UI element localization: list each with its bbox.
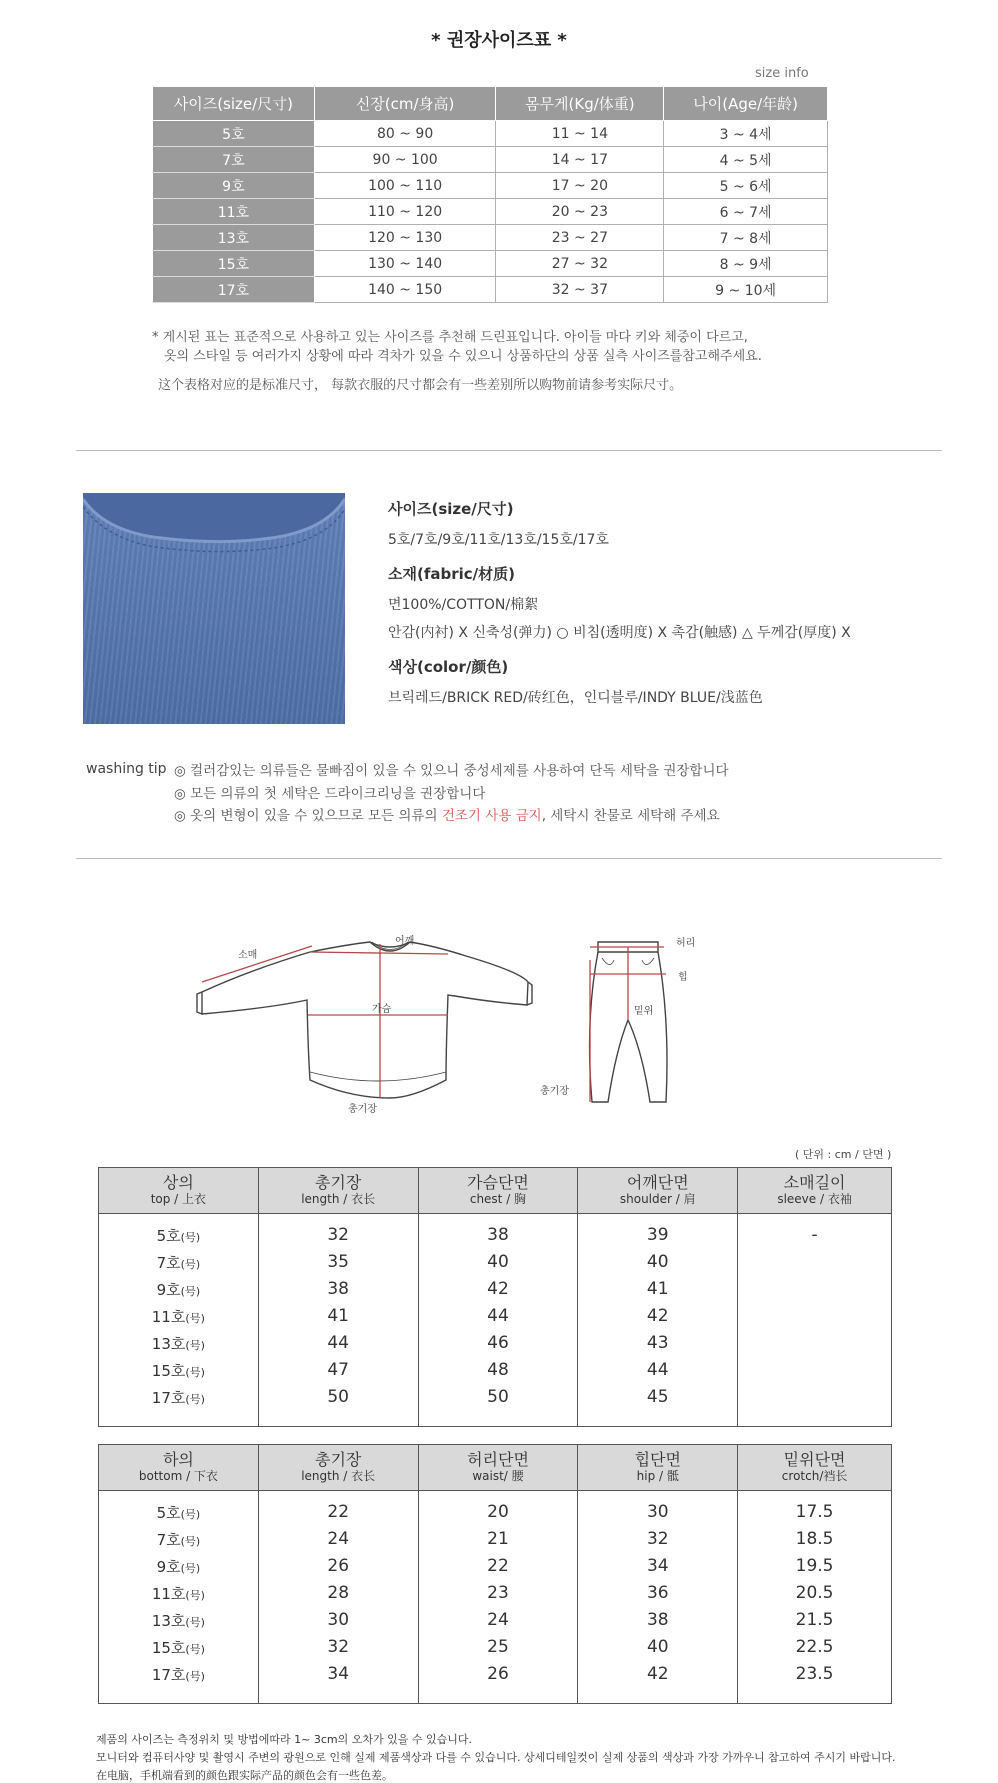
table-spacer [99, 1491, 892, 1499]
measurement-cell: 50 [418, 1384, 578, 1411]
table-row [99, 1249, 892, 1276]
table-row [99, 1222, 892, 1249]
measurement-cell: 21 [418, 1526, 578, 1553]
washing-tip-item [174, 805, 729, 828]
top-header-cell: 상의 top / 上衣 [99, 1168, 259, 1214]
rec-value-cell: 80 ~ 90 [314, 121, 496, 147]
bottom-table-header [99, 1445, 892, 1491]
washing-tip-label: washing tip [86, 761, 167, 777]
size-cell: 5호(号) [99, 1499, 259, 1526]
rec-value-cell: 130 ~ 140 [314, 251, 496, 277]
table-row [99, 1580, 892, 1607]
color-label: 색상(color/颜色) [388, 658, 509, 676]
size-cell: 7호(号) [99, 1249, 259, 1276]
fabric-properties: 안감(内衬) X 신축성(弹力) ○ 비침(透明度) X 촉감(触感) △ 두께감(厚度) X [388, 625, 851, 641]
measurement-cell: 25 [418, 1634, 578, 1661]
measurement-cell [738, 1249, 892, 1276]
rec-table-row [153, 199, 828, 225]
table-row [99, 1661, 892, 1688]
table-spacer [99, 1688, 892, 1704]
rec-value-cell: 5 ~ 6세 [664, 173, 828, 199]
rec-value-cell: 17 ~ 20 [496, 173, 664, 199]
section-divider [76, 858, 942, 859]
measurement-cell: 46 [418, 1330, 578, 1357]
rec-value-cell: 8 ~ 9세 [664, 251, 828, 277]
measurement-cell: 22 [418, 1553, 578, 1580]
washing-tip-text: ◎ 옷의 변형이 있을 수 있으므로 모든 의류의 [174, 808, 442, 824]
measurement-cell: 43 [578, 1330, 738, 1357]
measurement-cell: 24 [418, 1607, 578, 1634]
rec-value-cell: 110 ~ 120 [314, 199, 496, 225]
size-value: 5호/7호/9호/11호/13호/15호/17호 [388, 532, 609, 548]
product-info [388, 498, 851, 721]
size-cell: 17호(号) [99, 1384, 259, 1411]
table-row [99, 1330, 892, 1357]
diagram-label-waist: 허리 [676, 938, 696, 949]
rec-value-cell: 14 ~ 17 [496, 147, 664, 173]
measurement-cell: 21.5 [738, 1607, 892, 1634]
page-title: * 권장사이즈표 * [431, 30, 567, 51]
rec-header-cell: 신장(cm/身高) [314, 87, 496, 121]
table-spacer [99, 1214, 892, 1222]
table-spacer [99, 1411, 892, 1427]
rec-table-row [153, 277, 828, 303]
measurement-cell: 42 [418, 1276, 578, 1303]
top-header-cell: 어깨단면 shoulder / 肩 [578, 1168, 738, 1214]
table-row [99, 1357, 892, 1384]
table-row [99, 1384, 892, 1411]
rec-size-cell: 15호 [153, 251, 315, 277]
measurement-cell: 40 [578, 1249, 738, 1276]
rec-table-row [153, 173, 828, 199]
bottom-header-cell: 총기장 length / 衣长 [258, 1445, 418, 1491]
footer-line: 모니터와 컴퓨터사양 및 촬영시 주변의 광원으로 인해 실제 제품색상과 다를 수 있습니다. 상세디테일컷이 실제 상품의 색상과 가장 가까우니 참고하여 주시기 바랍니다. [96, 1751, 896, 1764]
top-header-cell: 소매길이 sleeve / 衣袖 [738, 1168, 892, 1214]
section-divider [76, 450, 942, 451]
unit-note: ( 단위 : cm / 단면 ) [795, 1148, 892, 1161]
size-cell: 11호(号) [99, 1303, 259, 1330]
rec-size-cell: 17호 [153, 277, 315, 303]
measurement-cell [738, 1357, 892, 1384]
rec-value-cell: 3 ~ 4세 [664, 121, 828, 147]
measurement-cell: 32 [258, 1222, 418, 1249]
top-garment-diagram [197, 942, 532, 1098]
measurement-cell [738, 1276, 892, 1303]
size-cell: 11호(号) [99, 1580, 259, 1607]
measurement-cell: 48 [418, 1357, 578, 1384]
diagram-label-crotch: 밑위 [634, 1006, 654, 1017]
diagram-label-sleeve: 소매 [238, 950, 258, 961]
rec-size-cell: 7호 [153, 147, 315, 173]
measurement-cell: 24 [258, 1526, 418, 1553]
rec-value-cell: 11 ~ 14 [496, 121, 664, 147]
rec-value-cell: 90 ~ 100 [314, 147, 496, 173]
top-measure-lines [202, 944, 448, 1098]
rec-value-cell: 9 ~ 10세 [664, 277, 828, 303]
measurement-cell: 23.5 [738, 1661, 892, 1688]
recommended-size-table [152, 86, 828, 303]
table-row [99, 1634, 892, 1661]
measurement-cell: 34 [258, 1661, 418, 1688]
measurement-cell: - [738, 1222, 892, 1249]
measurement-cell: 44 [258, 1330, 418, 1357]
diagram-label-shoulder: 어깨 [395, 936, 415, 947]
measurement-cell: 38 [258, 1276, 418, 1303]
measurement-cell: 50 [258, 1384, 418, 1411]
measurement-cell: 40 [578, 1634, 738, 1661]
measurement-cell: 20.5 [738, 1580, 892, 1607]
collar-detail [83, 493, 345, 724]
size-note-line: 옷의 스타일 등 여러가지 상황에 따라 격차가 있을 수 있으니 상품하단의 상품 실측 사이즈를참고해주세요. [164, 349, 762, 364]
size-note [152, 328, 872, 366]
bottom-header-cell: 힙단면 hip / 骶 [578, 1445, 738, 1491]
measurement-cell: 22 [258, 1499, 418, 1526]
washing-tip-text: , 세탁시 찬물로 세탁해 주세요 [541, 808, 720, 824]
measurement-cell: 19.5 [738, 1553, 892, 1580]
rec-table-row [153, 225, 828, 251]
size-info-label: size info [755, 66, 809, 81]
top-table-header [99, 1168, 892, 1214]
measurement-cell: 42 [578, 1661, 738, 1688]
size-label: 사이즈(size/尺寸) [388, 500, 514, 518]
bottom-header-cell: 하의 bottom / 下衣 [99, 1445, 259, 1491]
measurement-cell: 47 [258, 1357, 418, 1384]
measurement-cell: 44 [578, 1357, 738, 1384]
measurement-cell: 36 [578, 1580, 738, 1607]
size-cell: 17호(号) [99, 1661, 259, 1688]
size-cell: 15호(号) [99, 1357, 259, 1384]
rec-value-cell: 32 ~ 37 [496, 277, 664, 303]
rec-size-cell: 13호 [153, 225, 315, 251]
size-cell: 9호(号) [99, 1553, 259, 1580]
rec-header-cell: 사이즈(size/尺寸) [153, 87, 315, 121]
measurement-cell: 32 [258, 1634, 418, 1661]
measurement-cell: 17.5 [738, 1499, 892, 1526]
measurement-cell: 44 [418, 1303, 578, 1330]
rec-table-header [153, 87, 828, 121]
dryer-warning: 건조기 사용 금지 [441, 808, 542, 824]
top-header-cell: 총기장 length / 衣长 [258, 1168, 418, 1214]
bottom-measurement-table [98, 1444, 892, 1704]
measurement-cell: 26 [418, 1661, 578, 1688]
measurement-cell: 22.5 [738, 1634, 892, 1661]
rec-value-cell: 20 ~ 23 [496, 199, 664, 225]
footer-line: 在电脑，手机端看到的颜色跟实际产品的颜色会有一些色差。 [96, 1769, 393, 1782]
measurement-cell: 28 [258, 1580, 418, 1607]
footer-notes [96, 1731, 896, 1783]
measurement-diagram [190, 930, 710, 1120]
bottom-header-cell: 허리단면 waist/ 腰 [418, 1445, 578, 1491]
fabric-label: 소재(fabric/材质) [388, 565, 515, 583]
rec-value-cell: 6 ~ 7세 [664, 199, 828, 225]
measurement-cell: 41 [578, 1276, 738, 1303]
measurement-cell: 34 [578, 1553, 738, 1580]
measurement-cell [738, 1303, 892, 1330]
rec-value-cell: 120 ~ 130 [314, 225, 496, 251]
rec-table-row [153, 147, 828, 173]
rec-value-cell: 140 ~ 150 [314, 277, 496, 303]
fabric-value: 면100%/COTTON/棉絮 [388, 597, 539, 613]
measurement-cell: 45 [578, 1384, 738, 1411]
size-cell: 13호(号) [99, 1607, 259, 1634]
fabric-swatch-image [83, 493, 345, 724]
rec-table-row [153, 251, 828, 277]
measurement-cell: 20 [418, 1499, 578, 1526]
measurement-cell [738, 1384, 892, 1411]
size-cell: 15호(号) [99, 1634, 259, 1661]
top-measurement-table [98, 1167, 892, 1427]
diagram-label-hip: 힙 [678, 972, 688, 983]
table-row [99, 1526, 892, 1553]
rec-size-cell: 9호 [153, 173, 315, 199]
measurement-cell: 30 [578, 1499, 738, 1526]
measurement-cell: 18.5 [738, 1526, 892, 1553]
rec-value-cell: 4 ~ 5세 [664, 147, 828, 173]
diagram-label-top-length: 총기장 [348, 1104, 377, 1115]
measurement-cell: 38 [418, 1222, 578, 1249]
measurement-cell: 30 [258, 1607, 418, 1634]
table-row [99, 1276, 892, 1303]
rec-header-cell: 몸무게(Kg/体重) [496, 87, 664, 121]
table-row [99, 1303, 892, 1330]
size-cell: 13호(号) [99, 1330, 259, 1357]
table-row [99, 1553, 892, 1580]
washing-tip-item: ◎ 컬러감있는 의류들은 물빠짐이 있을 수 있으니 중성세제를 사용하여 단독 세탁을 권장합니다 [174, 763, 729, 779]
measurement-cell: 32 [578, 1526, 738, 1553]
measurement-cell: 38 [578, 1607, 738, 1634]
rec-header-cell: 나이(Age/年龄) [664, 87, 828, 121]
washing-tip-item: ◎ 모든 의류의 첫 세탁은 드라이크리닝을 권장합니다 [174, 785, 486, 802]
size-cell: 9호(号) [99, 1276, 259, 1303]
bottom-measure-lines [590, 947, 666, 1102]
size-note-chinese: 这个表格对应的是标准尺寸， 每款衣服的尺寸都会有一些差别所以购物前请参考实际尺寸。 [158, 378, 683, 393]
rec-value-cell: 27 ~ 32 [496, 251, 664, 277]
measurement-cell: 41 [258, 1303, 418, 1330]
measurement-cell [738, 1330, 892, 1357]
washing-tips [174, 760, 729, 828]
size-cell: 7호(号) [99, 1526, 259, 1553]
top-header-cell: 가슴단면 chest / 胸 [418, 1168, 578, 1214]
measurement-cell: 40 [418, 1249, 578, 1276]
diagram-label-bottom-length: 총기장 [540, 1086, 569, 1097]
rec-table-row [153, 121, 828, 147]
rec-value-cell: 7 ~ 8세 [664, 225, 828, 251]
table-row [99, 1607, 892, 1634]
rec-size-cell: 5호 [153, 121, 315, 147]
measurement-cell: 42 [578, 1303, 738, 1330]
measurement-cell: 23 [418, 1580, 578, 1607]
rec-value-cell: 100 ~ 110 [314, 173, 496, 199]
measurement-cell: 39 [578, 1222, 738, 1249]
color-value: 브릭레드/BRICK RED/砖红色，인디블루/INDY BLUE/浅蓝色 [388, 690, 763, 706]
table-row [99, 1499, 892, 1526]
rec-size-cell: 11호 [153, 199, 315, 225]
bottom-header-cell: 밑위단면 crotch/裆长 [738, 1445, 892, 1491]
measurement-cell: 26 [258, 1553, 418, 1580]
size-note-line: * 게시된 표는 표준적으로 사용하고 있는 사이즈를 추천해 드린표입니다. 아이들 마다 키와 체중이 다르고, [152, 330, 748, 345]
measurement-cell: 35 [258, 1249, 418, 1276]
diagram-label-chest: 가슴 [372, 1004, 392, 1015]
size-cell: 5호(号) [99, 1222, 259, 1249]
rec-value-cell: 23 ~ 27 [496, 225, 664, 251]
footer-line: 제품의 사이즈는 측정위치 및 방법에따라 1~ 3cm의 오차가 있을 수 있습니다. [96, 1733, 472, 1746]
